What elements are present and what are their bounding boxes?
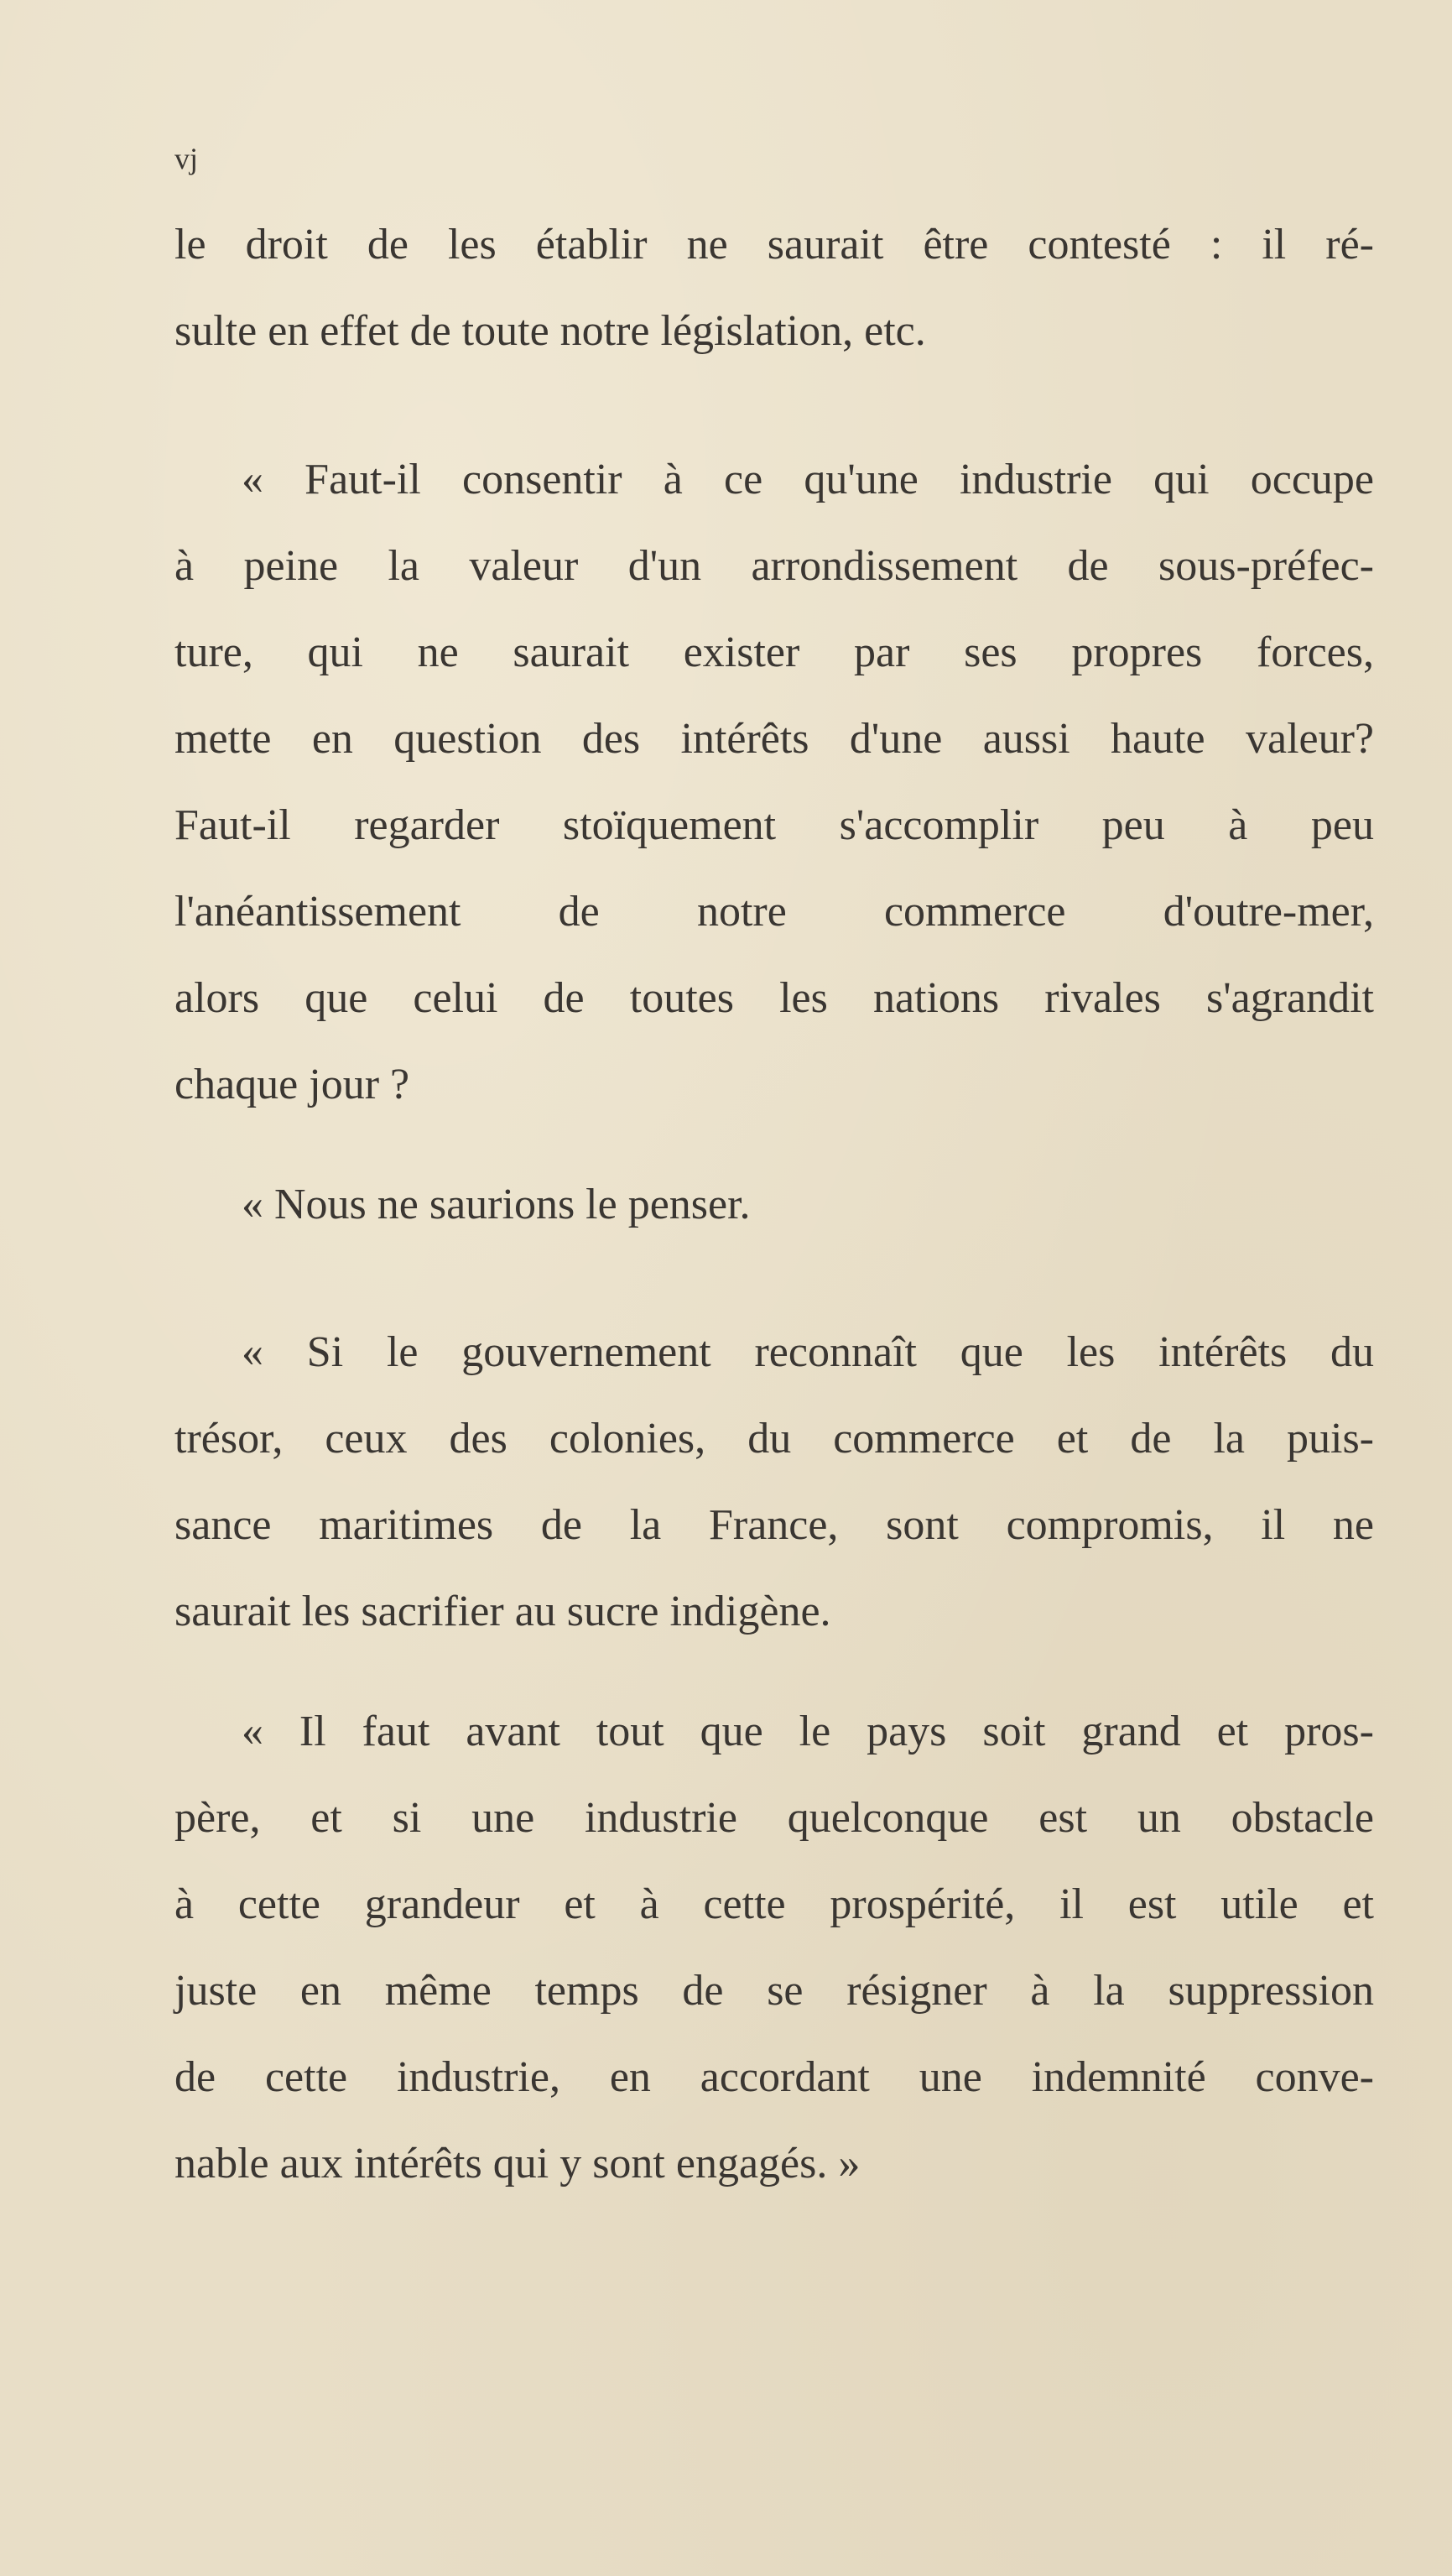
text-line: sulte en effet de toute notre législation, etc. bbox=[174, 307, 926, 355]
text-line: trésor, ceux des colonies, du commerce et de la puis- bbox=[174, 1415, 1374, 1463]
text-line: nable aux intérêts qui y sont engagés. » bbox=[174, 2140, 861, 2188]
page-number: vj bbox=[174, 142, 199, 175]
paragraph-4 bbox=[174, 1309, 1374, 1655]
text-line: sance maritimes de la France, sont compromis, il ne bbox=[174, 1501, 1374, 1549]
text-line: saurait les sacrifier au sucre indigène. bbox=[174, 1588, 831, 1635]
text-line: à cette grandeur et à cette prospérité, il est utile et bbox=[174, 1880, 1374, 1928]
text-line: le droit de les établir ne saurait être contesté : il ré- bbox=[174, 221, 1374, 269]
text-line: « Si le gouvernement reconnaît que les intérêts du bbox=[242, 1328, 1374, 1376]
text-line: père, et si une industrie quelconque est un obstacle bbox=[174, 1794, 1374, 1842]
paragraph-2 bbox=[174, 436, 1374, 1128]
text-line: ture, qui ne saurait exister par ses propres forces, bbox=[174, 628, 1374, 676]
paragraph-5 bbox=[174, 1688, 1374, 2207]
text-line: à peine la valeur d'un arrondissement de sous-préfec- bbox=[174, 542, 1374, 590]
paragraph-1 bbox=[174, 201, 1374, 374]
text-line: « Faut-il consentir à ce qu'une industrie qui occupe bbox=[242, 456, 1374, 503]
text-line: mette en question des intérêts d'une aussi haute valeur? bbox=[174, 715, 1374, 763]
text-line: alors que celui de toutes les nations rivales s'agrandit bbox=[174, 974, 1374, 1022]
text-line: « Il faut avant tout que le pays soit grand et pros- bbox=[242, 1708, 1374, 1755]
text-line: Faut-il regarder stoïquement s'accomplir peu à peu bbox=[174, 801, 1374, 849]
text-line: l'anéantissement de notre commerce d'outre-mer, bbox=[174, 888, 1374, 936]
text-line: « Nous ne saurions le penser. bbox=[242, 1181, 751, 1228]
paragraph-3 bbox=[174, 1161, 1374, 1248]
text-line: chaque jour ? bbox=[174, 1061, 410, 1108]
text-line: de cette industrie, en accordant une indemnité conve- bbox=[174, 2053, 1374, 2101]
text-line: juste en même temps de se résigner à la suppression bbox=[174, 1967, 1374, 2015]
